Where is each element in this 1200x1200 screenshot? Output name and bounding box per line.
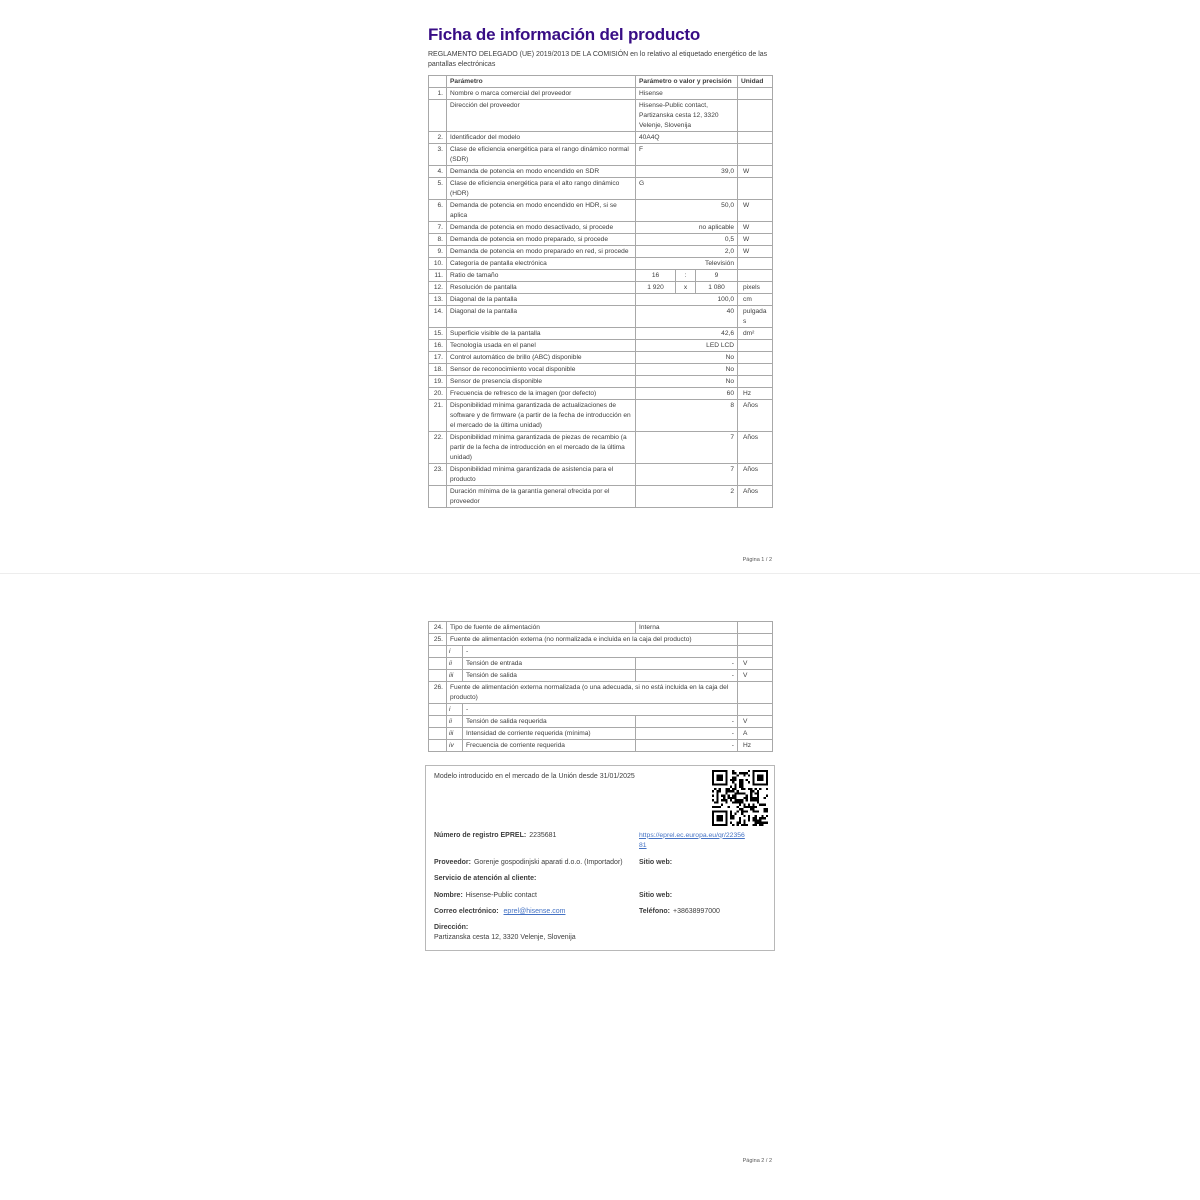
- row-number-cell: [429, 486, 447, 508]
- unit-cell: [738, 178, 773, 200]
- value-cell: No: [636, 352, 738, 364]
- value-cell: 7: [636, 432, 738, 464]
- unit-cell: Hz: [738, 388, 773, 400]
- parameter-cell: Clase de eficiencia energética para el alto rango dinámico (HDR): [447, 178, 636, 200]
- table-row: [429, 432, 773, 464]
- unit-cell: pixels: [738, 282, 773, 294]
- eprel-registration-row: [434, 831, 766, 852]
- table-row: [429, 376, 773, 388]
- roman-index-cell: i: [447, 646, 463, 658]
- table-row: [429, 178, 773, 200]
- unit-cell: [738, 100, 773, 132]
- row-number-cell: [429, 740, 447, 752]
- row-number-cell: 5.: [429, 178, 447, 200]
- row-number-cell: [429, 658, 447, 670]
- unit-cell: [738, 144, 773, 166]
- eprel-url-wrap: [639, 831, 766, 852]
- value-cell: F: [636, 144, 738, 166]
- parameter-cell: -: [463, 704, 738, 716]
- email-label: Correo electrónico:: [434, 908, 499, 915]
- eprel-info-box: [425, 765, 775, 951]
- customer-service-row: [434, 874, 766, 885]
- row-number-cell: 22.: [429, 432, 447, 464]
- unit-cell: V: [738, 670, 773, 682]
- product-fiche-document: [428, 0, 772, 1200]
- table-row: [429, 622, 773, 634]
- product-parameters-table-page1: [428, 75, 773, 508]
- value-cell: -: [636, 658, 738, 670]
- parameter-cell: Superficie visible de la pantalla: [447, 328, 636, 340]
- table-row: [429, 132, 773, 144]
- section-span-cell: Fuente de alimentación externa normalizada (o una adecuada, si no está incluida en la caja del producto): [447, 682, 738, 704]
- table-row: [429, 682, 773, 704]
- row-number-cell: [429, 670, 447, 682]
- unit-cell: [738, 622, 773, 634]
- roman-index-cell: iii: [447, 670, 463, 682]
- table-row: [429, 388, 773, 400]
- parameter-cell: Resolución de pantalla: [447, 282, 636, 294]
- parameter-cell: Disponibilidad mínima garantizada de actualizaciones de software y de firmware (a partir de la fecha de introducción en el mercado de la última unidad): [447, 400, 636, 432]
- table-row: [429, 704, 773, 716]
- unit-cell: [738, 88, 773, 100]
- parameter-cell: Tensión de salida requerida: [463, 716, 636, 728]
- supplier-name: Gorenje gospodinjski aparati d.o.o. (Importador): [473, 858, 623, 866]
- parameter-cell: Diagonal de la pantalla: [447, 306, 636, 328]
- unit-cell: cm: [738, 294, 773, 306]
- parameter-cell: Ratio de tamaño: [447, 270, 636, 282]
- table-row: [429, 400, 773, 432]
- value-cell: 50,0: [636, 200, 738, 222]
- table-row: [429, 166, 773, 178]
- unit-cell: W: [738, 222, 773, 234]
- row-number-cell: 24.: [429, 622, 447, 634]
- row-number-cell: [429, 728, 447, 740]
- address-label: Dirección:: [434, 923, 469, 931]
- header-parametro: Parámetro: [447, 76, 636, 88]
- supplier-label: Proveedor:: [434, 858, 471, 866]
- value-cell: 39,0: [636, 166, 738, 178]
- value-cell: -: [636, 740, 738, 752]
- value-cell: 60: [636, 388, 738, 400]
- regulation-subtitle: REGLAMENTO DELEGADO (UE) 2019/2013 DE LA COMISIÓN en lo relativo al etiquetado energético de las pantallas electrónicas: [428, 51, 768, 68]
- parameter-cell: Demanda de potencia en modo encendido en HDR, si se aplica: [447, 200, 636, 222]
- table-row: [429, 294, 773, 306]
- unit-cell: W: [738, 200, 773, 222]
- row-number-cell: 8.: [429, 234, 447, 246]
- row-number-cell: 16.: [429, 340, 447, 352]
- value-cell: 9: [696, 270, 738, 282]
- parameter-cell: Tecnología usada en el panel: [447, 340, 636, 352]
- table-row: [429, 646, 773, 658]
- row-number-cell: 17.: [429, 352, 447, 364]
- parameter-cell: Tensión de entrada: [463, 658, 636, 670]
- value-cell: No: [636, 364, 738, 376]
- parameter-cell: Intensidad de corriente requerida (mínima): [463, 728, 636, 740]
- contact-website: [639, 891, 766, 902]
- row-number-cell: 6.: [429, 200, 447, 222]
- table-row: [429, 222, 773, 234]
- unit-cell: W: [738, 166, 773, 178]
- table-row: [429, 100, 773, 132]
- unit-cell: Años: [738, 486, 773, 508]
- row-number-cell: 20.: [429, 388, 447, 400]
- row-number-cell: 15.: [429, 328, 447, 340]
- value-cell: Televisión: [636, 258, 738, 270]
- unit-cell: Años: [738, 464, 773, 486]
- contact-email-row: [434, 907, 766, 918]
- table-row: [429, 234, 773, 246]
- table-row: [429, 740, 773, 752]
- row-number-cell: [429, 646, 447, 658]
- row-number-cell: 11.: [429, 270, 447, 282]
- table-row: [429, 658, 773, 670]
- row-number-cell: 19.: [429, 376, 447, 388]
- qr-code-icon: [712, 770, 768, 826]
- row-number-cell: 4.: [429, 166, 447, 178]
- row-number-cell: [429, 716, 447, 728]
- unit-cell: Años: [738, 400, 773, 432]
- header-empty-cell: [429, 76, 447, 88]
- row-number-cell: 13.: [429, 294, 447, 306]
- unit-cell: [738, 352, 773, 364]
- page-number-1: Página 1 / 2: [742, 557, 772, 563]
- row-number-cell: 9.: [429, 246, 447, 258]
- value-cell: G: [636, 178, 738, 200]
- parameter-cell: Control automático de brillo (ABC) disponible: [447, 352, 636, 364]
- parameter-cell: Tipo de fuente de alimentación: [447, 622, 636, 634]
- parameter-cell: Disponibilidad mínima garantizada de asistencia para el producto: [447, 464, 636, 486]
- value-separator-cell: x: [676, 282, 696, 294]
- unit-cell: [738, 258, 773, 270]
- parameter-cell: Demanda de potencia en modo desactivado, si procede: [447, 222, 636, 234]
- table-row: [429, 486, 773, 508]
- row-number-cell: 2.: [429, 132, 447, 144]
- unit-cell: [738, 270, 773, 282]
- supplier-row: [434, 858, 766, 869]
- customer-service-label: Servicio de atención al cliente:: [434, 875, 537, 882]
- phone-value: +38638997000: [672, 908, 720, 915]
- roman-index-cell: ii: [447, 658, 463, 670]
- row-number-cell: 14.: [429, 306, 447, 328]
- table-row: [429, 200, 773, 222]
- parameter-cell: Frecuencia de corriente requerida: [463, 740, 636, 752]
- value-cell: Hisense-Public contact, Partizanska cesta 12, 3320 Velenje, Slovenija: [636, 100, 738, 132]
- roman-index-cell: iv: [447, 740, 463, 752]
- roman-index-cell: i: [447, 704, 463, 716]
- table-row: [429, 282, 773, 294]
- eprel-number: 2235681: [529, 831, 557, 839]
- contact-name-row: [434, 891, 766, 902]
- unit-cell: A: [738, 728, 773, 740]
- address-value: Partizanska cesta 12, 3320 Velenje, Slovenija: [434, 934, 576, 941]
- row-number-cell: 3.: [429, 144, 447, 166]
- table-row: [429, 728, 773, 740]
- contact-email: [434, 907, 639, 918]
- row-number-cell: 26.: [429, 682, 447, 704]
- row-number-cell: 7.: [429, 222, 447, 234]
- value-cell: No: [636, 376, 738, 388]
- value-cell: 1 080: [696, 282, 738, 294]
- page-number-2: Página 2 / 2: [742, 1158, 772, 1164]
- value-cell: Interna: [636, 622, 738, 634]
- phone-label: Teléfono:: [639, 908, 670, 915]
- value-cell: Hisense: [636, 88, 738, 100]
- unit-cell: dm²: [738, 328, 773, 340]
- value-cell: -: [636, 716, 738, 728]
- value-cell: 8: [636, 400, 738, 432]
- parameter-cell: -: [463, 646, 738, 658]
- value-cell: -: [636, 670, 738, 682]
- unit-cell: [738, 634, 773, 646]
- row-number-cell: 23.: [429, 464, 447, 486]
- header-unidad: Unidad: [738, 76, 773, 88]
- table-row: [429, 670, 773, 682]
- eprel-label: Número de registro EPREL:: [434, 831, 527, 839]
- unit-cell: [738, 682, 773, 704]
- table-row: [429, 270, 773, 282]
- roman-index-cell: iii: [447, 728, 463, 740]
- value-cell: 16: [636, 270, 676, 282]
- unit-cell: [738, 376, 773, 388]
- value-cell: -: [636, 728, 738, 740]
- row-number-cell: 10.: [429, 258, 447, 270]
- parameter-cell: Tensión de salida: [463, 670, 636, 682]
- contact-phone: [639, 907, 766, 918]
- section-span-cell: Fuente de alimentación externa (no normalizada e incluida en la caja del producto): [447, 634, 738, 646]
- parameter-cell: Duración mínima de la garantía general ofrecida por el proveedor: [447, 486, 636, 508]
- table-row: [429, 716, 773, 728]
- row-number-cell: 1.: [429, 88, 447, 100]
- table-row: [429, 306, 773, 328]
- parameter-cell: Disponibilidad mínima garantizada de piezas de recambio (a partir de la fecha de introducción en el mercado de la última unidad): [447, 432, 636, 464]
- value-cell: 7: [636, 464, 738, 486]
- name-value: Hisense-Public contact: [465, 891, 537, 899]
- value-cell: 40: [636, 306, 738, 328]
- website-label: Sitio web:: [639, 858, 673, 866]
- supplier-info: [434, 858, 639, 869]
- value-cell: 1 920: [636, 282, 676, 294]
- parameter-cell: Dirección del proveedor: [447, 100, 636, 132]
- address-row: [434, 923, 766, 944]
- value-cell: 2,0: [636, 246, 738, 258]
- unit-cell: [738, 704, 773, 716]
- table-header-row: [429, 76, 773, 88]
- row-number-cell: 21.: [429, 400, 447, 432]
- value-separator-cell: :: [676, 270, 696, 282]
- roman-index-cell: ii: [447, 716, 463, 728]
- table-row: [429, 340, 773, 352]
- website2-label: Sitio web:: [639, 891, 673, 899]
- table-row: [429, 634, 773, 646]
- parameter-cell: Demanda de potencia en modo encendido en SDR: [447, 166, 636, 178]
- table-row: [429, 328, 773, 340]
- supplier-website: [639, 858, 766, 869]
- parameter-cell: Categoría de pantalla electrónica: [447, 258, 636, 270]
- value-cell: LED LCD: [636, 340, 738, 352]
- value-cell: 100,0: [636, 294, 738, 306]
- unit-cell: V: [738, 658, 773, 670]
- unit-cell: [738, 364, 773, 376]
- table-row: [429, 246, 773, 258]
- header-valor: Parámetro o valor y precisión: [636, 76, 738, 88]
- unit-cell: Años: [738, 432, 773, 464]
- table-row: [429, 88, 773, 100]
- row-number-cell: 18.: [429, 364, 447, 376]
- parameter-cell: Demanda de potencia en modo preparado, si procede: [447, 234, 636, 246]
- unit-cell: V: [738, 716, 773, 728]
- parameter-cell: Diagonal de la pantalla: [447, 294, 636, 306]
- table-row: [429, 352, 773, 364]
- unit-cell: [738, 132, 773, 144]
- value-cell: 0,5: [636, 234, 738, 246]
- market-introduction-text: Modelo introducido en el mercado de la Unión desde 31/01/2025: [434, 773, 635, 780]
- contact-name: [434, 891, 639, 902]
- table-row: [429, 364, 773, 376]
- value-cell: 2: [636, 486, 738, 508]
- unit-cell: pulgadas: [738, 306, 773, 328]
- unit-cell: [738, 340, 773, 352]
- row-number-cell: 25.: [429, 634, 447, 646]
- unit-cell: [738, 646, 773, 658]
- parameter-cell: Sensor de reconocimiento vocal disponible: [447, 364, 636, 376]
- unit-cell: W: [738, 246, 773, 258]
- row-number-cell: [429, 704, 447, 716]
- eprel-registration: [434, 831, 639, 852]
- name-label: Nombre:: [434, 891, 463, 899]
- parameter-cell: Demanda de potencia en modo preparado en red, si procede: [447, 246, 636, 258]
- parameter-cell: Frecuencia de refresco de la imagen (por defecto): [447, 388, 636, 400]
- parameter-cell: Identificador del modelo: [447, 132, 636, 144]
- table-row: [429, 258, 773, 270]
- value-cell: no aplicable: [636, 222, 738, 234]
- unit-cell: Hz: [738, 740, 773, 752]
- parameter-cell: Sensor de presencia disponible: [447, 376, 636, 388]
- row-number-cell: 12.: [429, 282, 447, 294]
- value-cell: 42,6: [636, 328, 738, 340]
- table-row: [429, 464, 773, 486]
- row-number-cell: [429, 100, 447, 132]
- email-link[interactable]: eprel@hisense.com: [503, 908, 566, 915]
- parameter-cell: Nombre o marca comercial del proveedor: [447, 88, 636, 100]
- product-parameters-table-page2: [428, 621, 773, 752]
- page-title: Ficha de información del producto: [428, 25, 701, 44]
- eprel-url-link[interactable]: https://eprel.ec.europa.eu/qr/2235681: [639, 831, 745, 849]
- unit-cell: W: [738, 234, 773, 246]
- table-row: [429, 144, 773, 166]
- parameter-cell: Clase de eficiencia energética para el rango dinámico normal (SDR): [447, 144, 636, 166]
- value-cell: 40A4Q: [636, 132, 738, 144]
